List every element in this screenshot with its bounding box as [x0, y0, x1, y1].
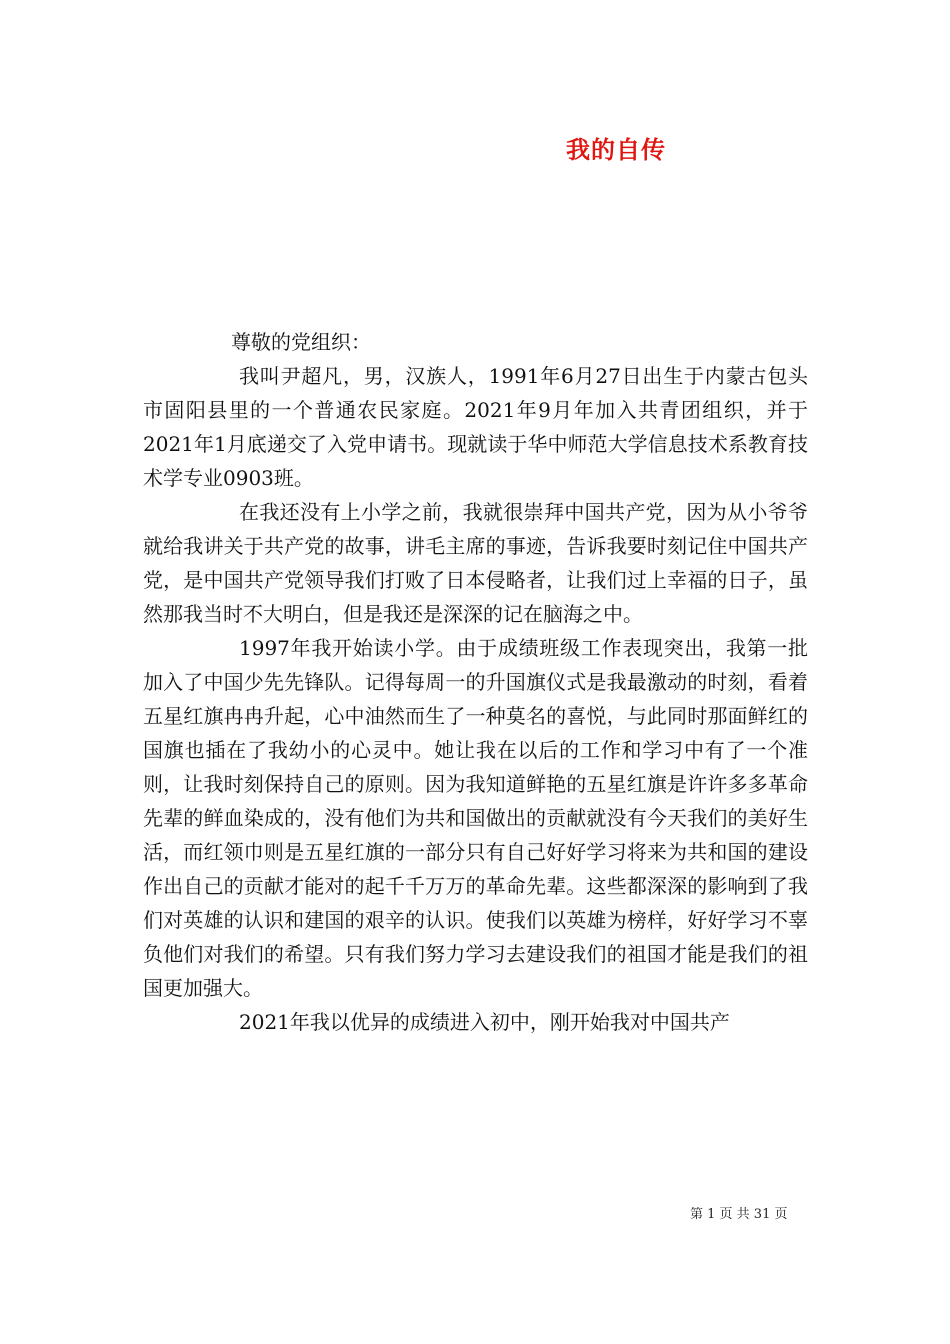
paragraph: 1997年我开始读小学。由于成绩班级工作表现突出，我第一批加入了中国少先先锋队。记得每周一的升国旗仪式是我最激动的时刻，看着五星红旗冉冉升起，心中油然而生了一种莫名的喜悦，与此同时那面鲜红的国旗也插在了我幼小的心灵中。她让我在以后的工作和学习中有了一个准则，让我时刻保持自己的原则。因为我知道鲜艳的五星红旗是许许多多革命先辈的鲜血染成的，没有他们为共和国做出的贡献就没有今天我们的美好生活，而红领巾则是五星红旗的一部分只有自己好好学习将来为共和国的建设作出自己的贡献才能对的起千千万万的革命先辈。这些都深深的影响到了我们对英雄的认识和建国的艰辛的认识。使我们以英雄为榜样，好好学习不辜负他们对我们的希望。只有我们努力学习去建设我们的祖国才能是我们的祖国更加强大。 [143, 636, 808, 1000]
page-number: 第 1 页 共 31 页 [690, 1207, 788, 1222]
document-title: 我的自传 [566, 135, 666, 164]
paragraph: 在我还没有上小学之前，我就很崇拜中国共产党，因为从小爷爷就给我讲关于共产党的故事，讲毛主席的事迹，告诉我要时刻记住中国共产党，是中国共产党领导我们打败了日本侵略者，让我们过上幸福的日子，虽然那我当时不大明白，但是我还是深深的记在脑海之中。 [143, 500, 808, 626]
salutation: 尊敬的党组织： [231, 330, 371, 354]
paragraph: 我叫尹超凡，男，汉族人，1991年6月27日出生于内蒙古包头市固阳县里的一个普通农民家庭。2021年9月年加入共青团组织，并于2021年1月底递交了入党申请书。现就读于华中师范大学信息技术系教育技术学专业0903班。 [143, 364, 808, 490]
document-body [143, 325, 808, 1039]
paragraph: 2021年我以优异的成绩进入初中，刚开始我对中国共产 [239, 1010, 730, 1034]
